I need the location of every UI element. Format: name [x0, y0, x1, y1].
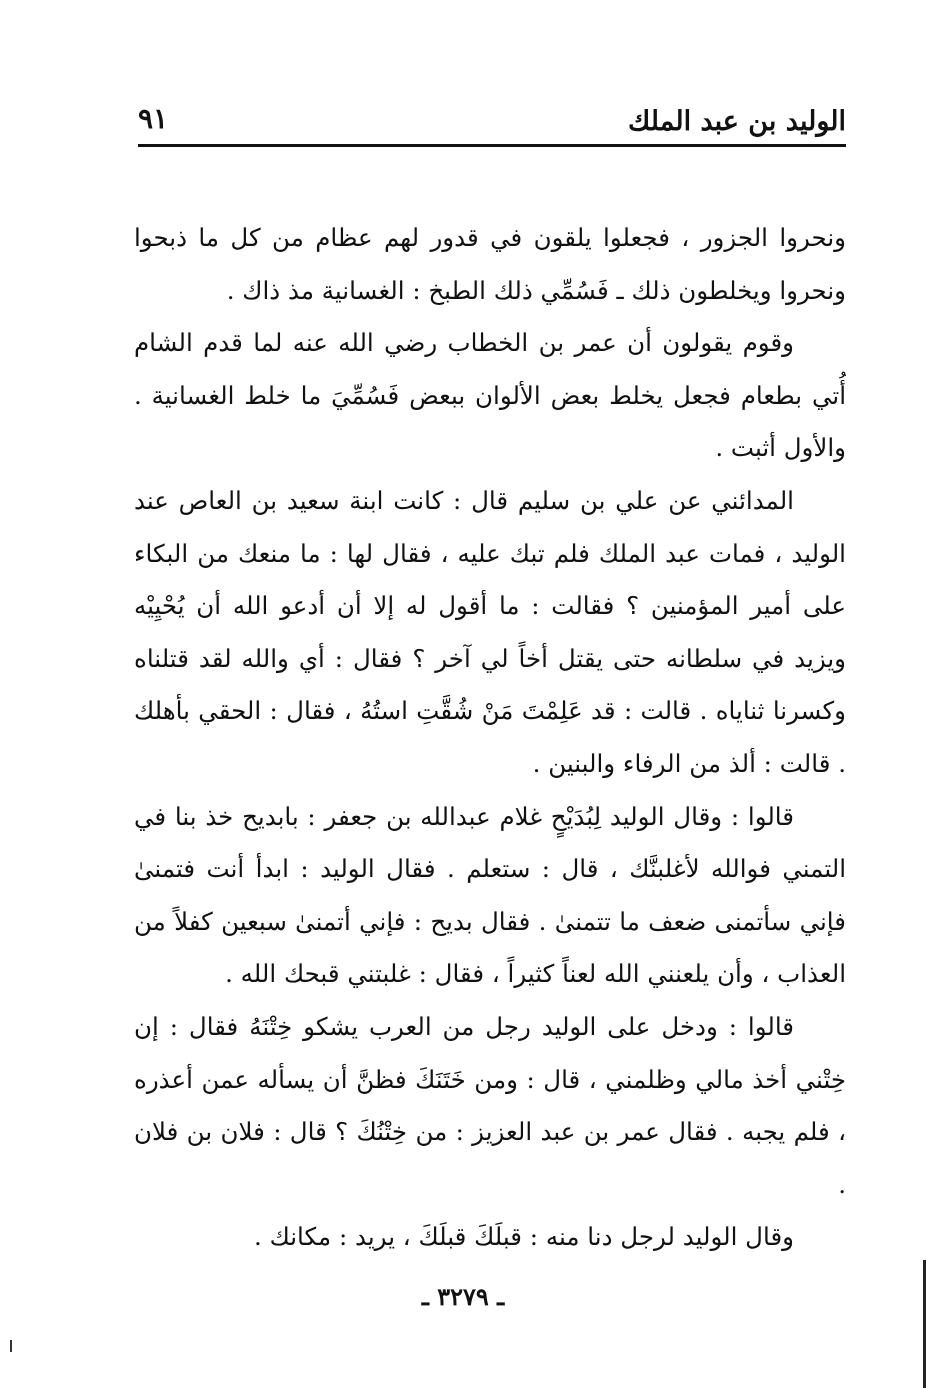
page-header — [138, 100, 846, 148]
paragraph-5: قالوا : ودخل على الوليد رجل من العرب يشكو خِتْنَهُ فقال : إن خِتْني أخذ مالي وظلمني ، قال : ومن خَتَنَكَ فظنَّ أن يسأله عمن أعذره ، فلم يجبه . فقال عمر بن عبد العزيز : من خِتْنُكَ ؟ قال : فلان بن فلان . — [134, 1011, 846, 1199]
paragraph-4: قالوا : وقال الوليد لِبُدَيْحٍ غلام عبدالله بن جعفر : بابديح خذ بنا في التمني فوالله لأغلبنَّك ، قال : ستعلم . فقال الوليد : ابدأ أنت فتمنىٰ فإني سأتمنى ضعف ما تتمنىٰ . فقال بديح : فإني أتمنىٰ سبعين كفلاً من العذاب ، وأن يلعنني الله لعناً كثيراً ، فقال : غلبتني قبحك الله . — [134, 801, 846, 989]
paragraph-6: وقال الوليد لرجل دنا منه : قبلَكَ قبلَكَ ، يريد : مكانك . — [254, 1222, 794, 1252]
paragraph-2: وقوم يقولون أن عمر بن الخطاب رضي الله عنه لما قدم الشام أُتي بطعام فجعل يخلط بعض الألوان ببعض فَسُمِّيَ ما خلط الغسانية . والأول أثبت . — [134, 328, 846, 463]
running-title: الوليد بن عبد الملك — [628, 106, 846, 137]
page-number-top: ٩١ — [138, 102, 169, 135]
page-number-bottom: ـ ٣٢٧٩ ـ — [421, 1282, 505, 1311]
body-text — [134, 212, 846, 1272]
header-rule — [138, 144, 846, 147]
paragraph-1: ونحروا الجزور ، فجعلوا يلقون في قدور لهم عظام من كل ما ذبحوا ونحروا ويخلطون ذلك ـ فَسُمِّي ذلك الطبخ : الغسانية مذ ذاك . — [134, 223, 846, 305]
paragraph-7 — [134, 1264, 846, 1272]
page-footer — [0, 1282, 926, 1311]
paragraph-3: المدائني عن علي بن سليم قال : كانت ابنة سعيد بن العاص عند الوليد ، فمات عبد الملك فلم تبك عليه ، فقال لها : ما منعك من البكاء على أمير المؤمنين ؟ فقالت : ما أقول له إلا أن أدعو الله أن يُحْيِيْه ويزيد في سلطانه حتى يقتل أخاً لي آخر ؟ فقال : أي والله لقد قتلناه وكسرنا ثناياه . قالت : قد عَلِمْتَ مَنْ شُقَّتِ استُهُ ، فقال : الحقي بأهلك . قالت : ألذ من الرفاء والبنين . — [134, 485, 846, 778]
scan-corner-mark — [10, 1340, 12, 1352]
